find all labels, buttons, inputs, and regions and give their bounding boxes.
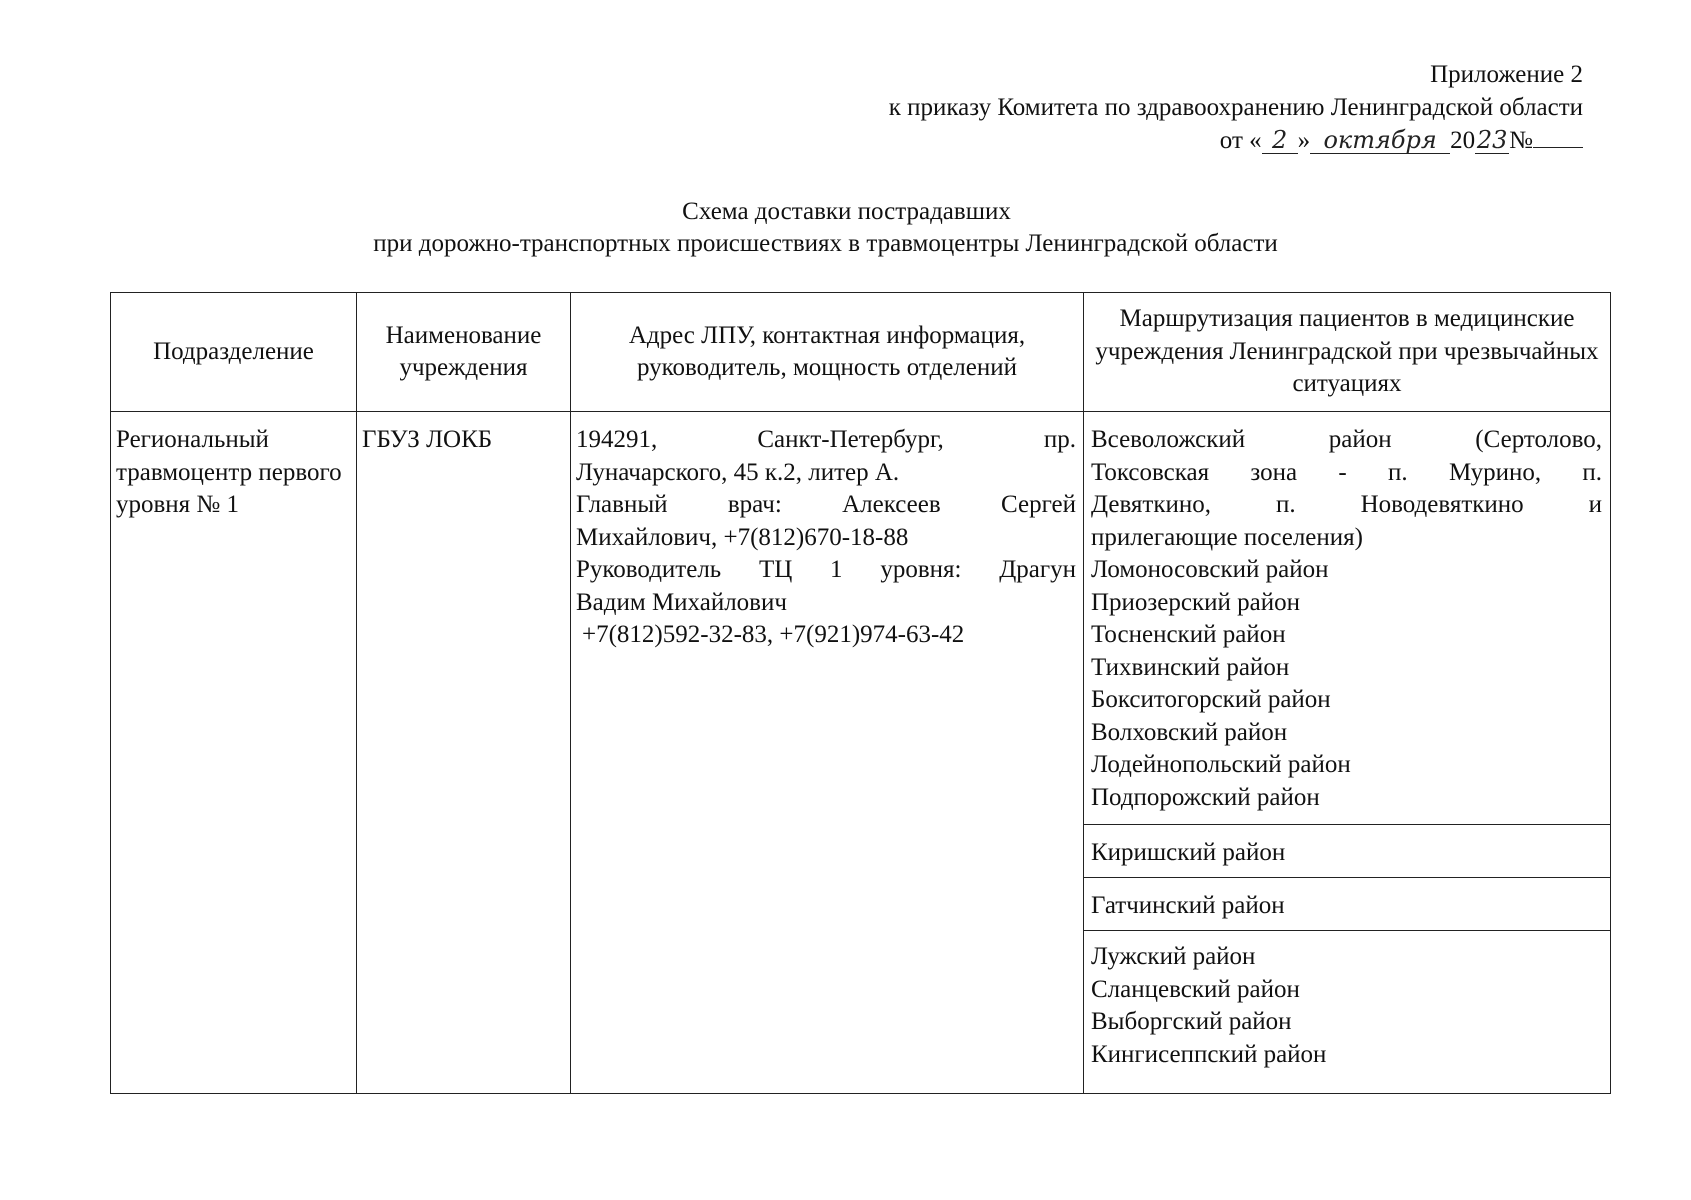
routing-item: Лодейнопольский район [1091, 751, 1351, 778]
routing-item: Тихвинский район [1091, 653, 1290, 681]
address-line: Михайлович, +7(812)670-18-88 [576, 523, 909, 551]
header-routing: Маршрутизация пациентов в медицинские учреждения Ленинградской при чрезвычайных ситуациях [1084, 293, 1611, 412]
routing-item: Кингисеппский район [1091, 1040, 1327, 1068]
address-line: Руководитель ТЦ 1 уровня: Драгун [576, 556, 1076, 583]
routing-item: прилегающие поселения) [1091, 523, 1363, 551]
routing-item: Киришский район [1091, 839, 1286, 866]
routing-item: Ломоносовский район [1091, 556, 1329, 583]
routing-item: Тосненский район [1091, 621, 1286, 648]
routing-group [1084, 412, 1610, 824]
table-header-row [111, 293, 1611, 412]
title-line-2: при дорожно-транспортных происшествиях в травмоцентры Ленинградской области [373, 230, 1278, 257]
routing-item: Девяткино, п. Новодевяткино и [1091, 491, 1602, 518]
routing-table [110, 292, 1611, 1094]
routing-item: Гатчинский район [1091, 892, 1285, 919]
routing-item: Подпорожский район [1091, 783, 1320, 811]
division-text: Региональный травмоцентр первого уровня № 1 [116, 426, 342, 518]
cell-routing [1084, 412, 1611, 1094]
address-line: +7(812)592-32-83, +7(921)974-63-42 [582, 621, 965, 648]
date-year-suffix: 23 [1476, 126, 1508, 154]
routing-item: Бокситогорский район [1091, 686, 1331, 713]
routing-item: Волховский район [1091, 718, 1288, 746]
address-line: Вадим Михайлович [576, 588, 787, 616]
routing-item: Сланцевский район [1091, 975, 1300, 1003]
header-institution: Наименование учреждения [357, 293, 571, 412]
address-text [571, 412, 1083, 652]
date-year-prefix: 20 [1450, 127, 1476, 154]
appendix-label: Приложение 2 [1430, 61, 1583, 88]
routing-item: Всеволожский район (Сертолово, [1091, 426, 1602, 453]
date-prefix: от « [1219, 127, 1262, 154]
routing-group [1084, 824, 1610, 877]
routing-group [1084, 930, 1610, 1093]
routing-item: Выборгский район [1091, 1008, 1292, 1035]
address-line: Главный врач: Алексеев Сергей [576, 491, 1076, 518]
date-month: октября [1310, 127, 1450, 154]
document-header [889, 58, 1583, 157]
routing-item: Приозерский район [1091, 588, 1301, 616]
address-line: 194291, Санкт-Петербург, пр. [576, 426, 1076, 453]
order-number [1533, 147, 1583, 148]
routing-item: Лужский район [1091, 943, 1256, 970]
cell-division [111, 412, 357, 1094]
header-address: Адрес ЛПУ, контактная информация, руководитель, мощность отделений [571, 293, 1084, 412]
order-date [889, 124, 1583, 157]
cell-institution [357, 412, 571, 1094]
number-label: № [1509, 127, 1533, 154]
routing-item: Токсовская зона - п. Мурино, п. [1091, 458, 1602, 486]
order-reference: к приказу Комитета по здравоохранению Ленинградской области [888, 94, 1583, 121]
routing-group [1084, 877, 1610, 930]
cell-address [571, 412, 1084, 1094]
table-row [111, 412, 1611, 1094]
document-title [0, 196, 1691, 260]
address-line: Луначарского, 45 к.2, литер А. [576, 458, 900, 486]
institution-text: ГБУЗ ЛОКБ [362, 426, 493, 453]
title-line-1: Схема доставки пострадавших [682, 198, 1011, 225]
header-division: Подразделение [111, 293, 357, 412]
date-mid: » [1297, 127, 1311, 154]
date-day: 2 [1262, 127, 1298, 154]
